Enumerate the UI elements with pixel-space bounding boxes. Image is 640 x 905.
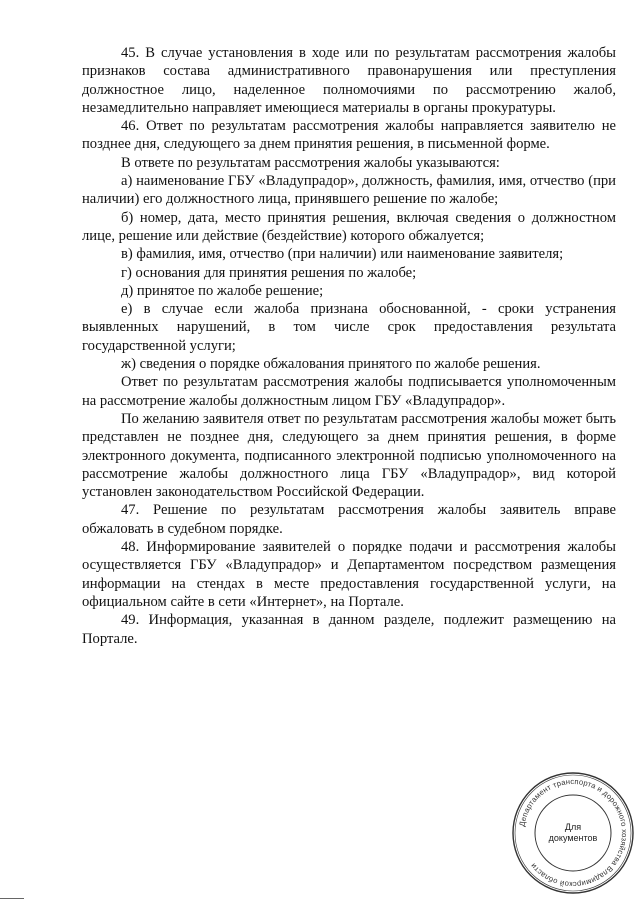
stamp-center-line2: документов	[548, 833, 598, 843]
list-item-b: б) номер, дата, место принятия решения, включая сведения о должностном лице, решение или действие (бездействие) которого обжалуется;	[82, 209, 616, 244]
stamp-ring-text: Департамент транспорта и дорожного хозяйства Владимирской области	[517, 776, 630, 890]
list-item-v: в) фамилия, имя, отчество (при наличии) или наименование заявителя;	[121, 246, 564, 263]
stamp-center-line1: Для	[564, 822, 582, 832]
margin-mark	[0, 898, 24, 899]
paragraph-electronic-answer: По желанию заявителя ответ по результатам рассмотрения жалобы может быть представлен не позднее дня, следующего за днем принятия решения, в форме электронного документа, подписанного электронной подписью уполномоченного на рассмотрение жалобы должностного лица ГБУ «Владупрадор», вид которой установлен законодательством Российской Федерации.	[82, 410, 616, 501]
official-stamp	[510, 770, 636, 896]
paragraph-46: 46. Ответ по результатам рассмотрения жалобы направляется заявителю не позднее дня, следующего за днем принятия решения, в письменной форме.	[82, 118, 616, 153]
list-item-e: е) в случае если жалоба признана обоснованной, - сроки устранения выявленных нарушений, в том числе срок предоставления результата государственной услуги;	[82, 301, 616, 354]
paragraph-answer-contents-intro: В ответе по результатам рассмотрения жалобы указываются:	[121, 154, 500, 171]
paragraph-48: 48. Информирование заявителей о порядке подачи и рассмотрения жалобы осуществляется ГБУ «Владупрадор» и Департаментом посредством размещения информации на стендах в месте предоставления государственной услуги, на официальном сайте в сети «Интернет», на Портале.	[82, 539, 616, 610]
paragraph-47: 47. Решение по результатам рассмотрения жалобы заявитель вправе обжаловать в судебном порядке.	[82, 502, 616, 537]
list-item-zh: ж) сведения о порядке обжалования принятого по жалобе решения.	[121, 356, 541, 373]
list-item-g: г) основания для принятия решения по жалобе;	[121, 264, 417, 281]
list-item-a: а) наименование ГБУ «Владупрадор», должность, фамилия, имя, отчество (при наличии) его должностного лица, принявшего решение по жалобе;	[82, 173, 616, 208]
paragraph-45: 45. В случае установления в ходе или по результатам рассмотрения жалобы признаков состава административного правонарушения или преступления должностное лицо, наделенное полномочиями по рассмотрению жалоб, незамедлительно направляет имеющиеся материалы в органы прокуратуры.	[82, 45, 616, 116]
list-item-d: д) принятое по жалобе решение;	[121, 282, 324, 299]
paragraph-49: 49. Информация, указанная в данном разделе, подлежит размещению на Портале.	[82, 612, 616, 647]
document-body	[82, 44, 616, 648]
paragraph-answer-signature: Ответ по результатам рассмотрения жалобы подписывается уполномоченным на рассмотрение жалобы должностным лицом ГБУ «Владупрадор».	[82, 374, 616, 409]
